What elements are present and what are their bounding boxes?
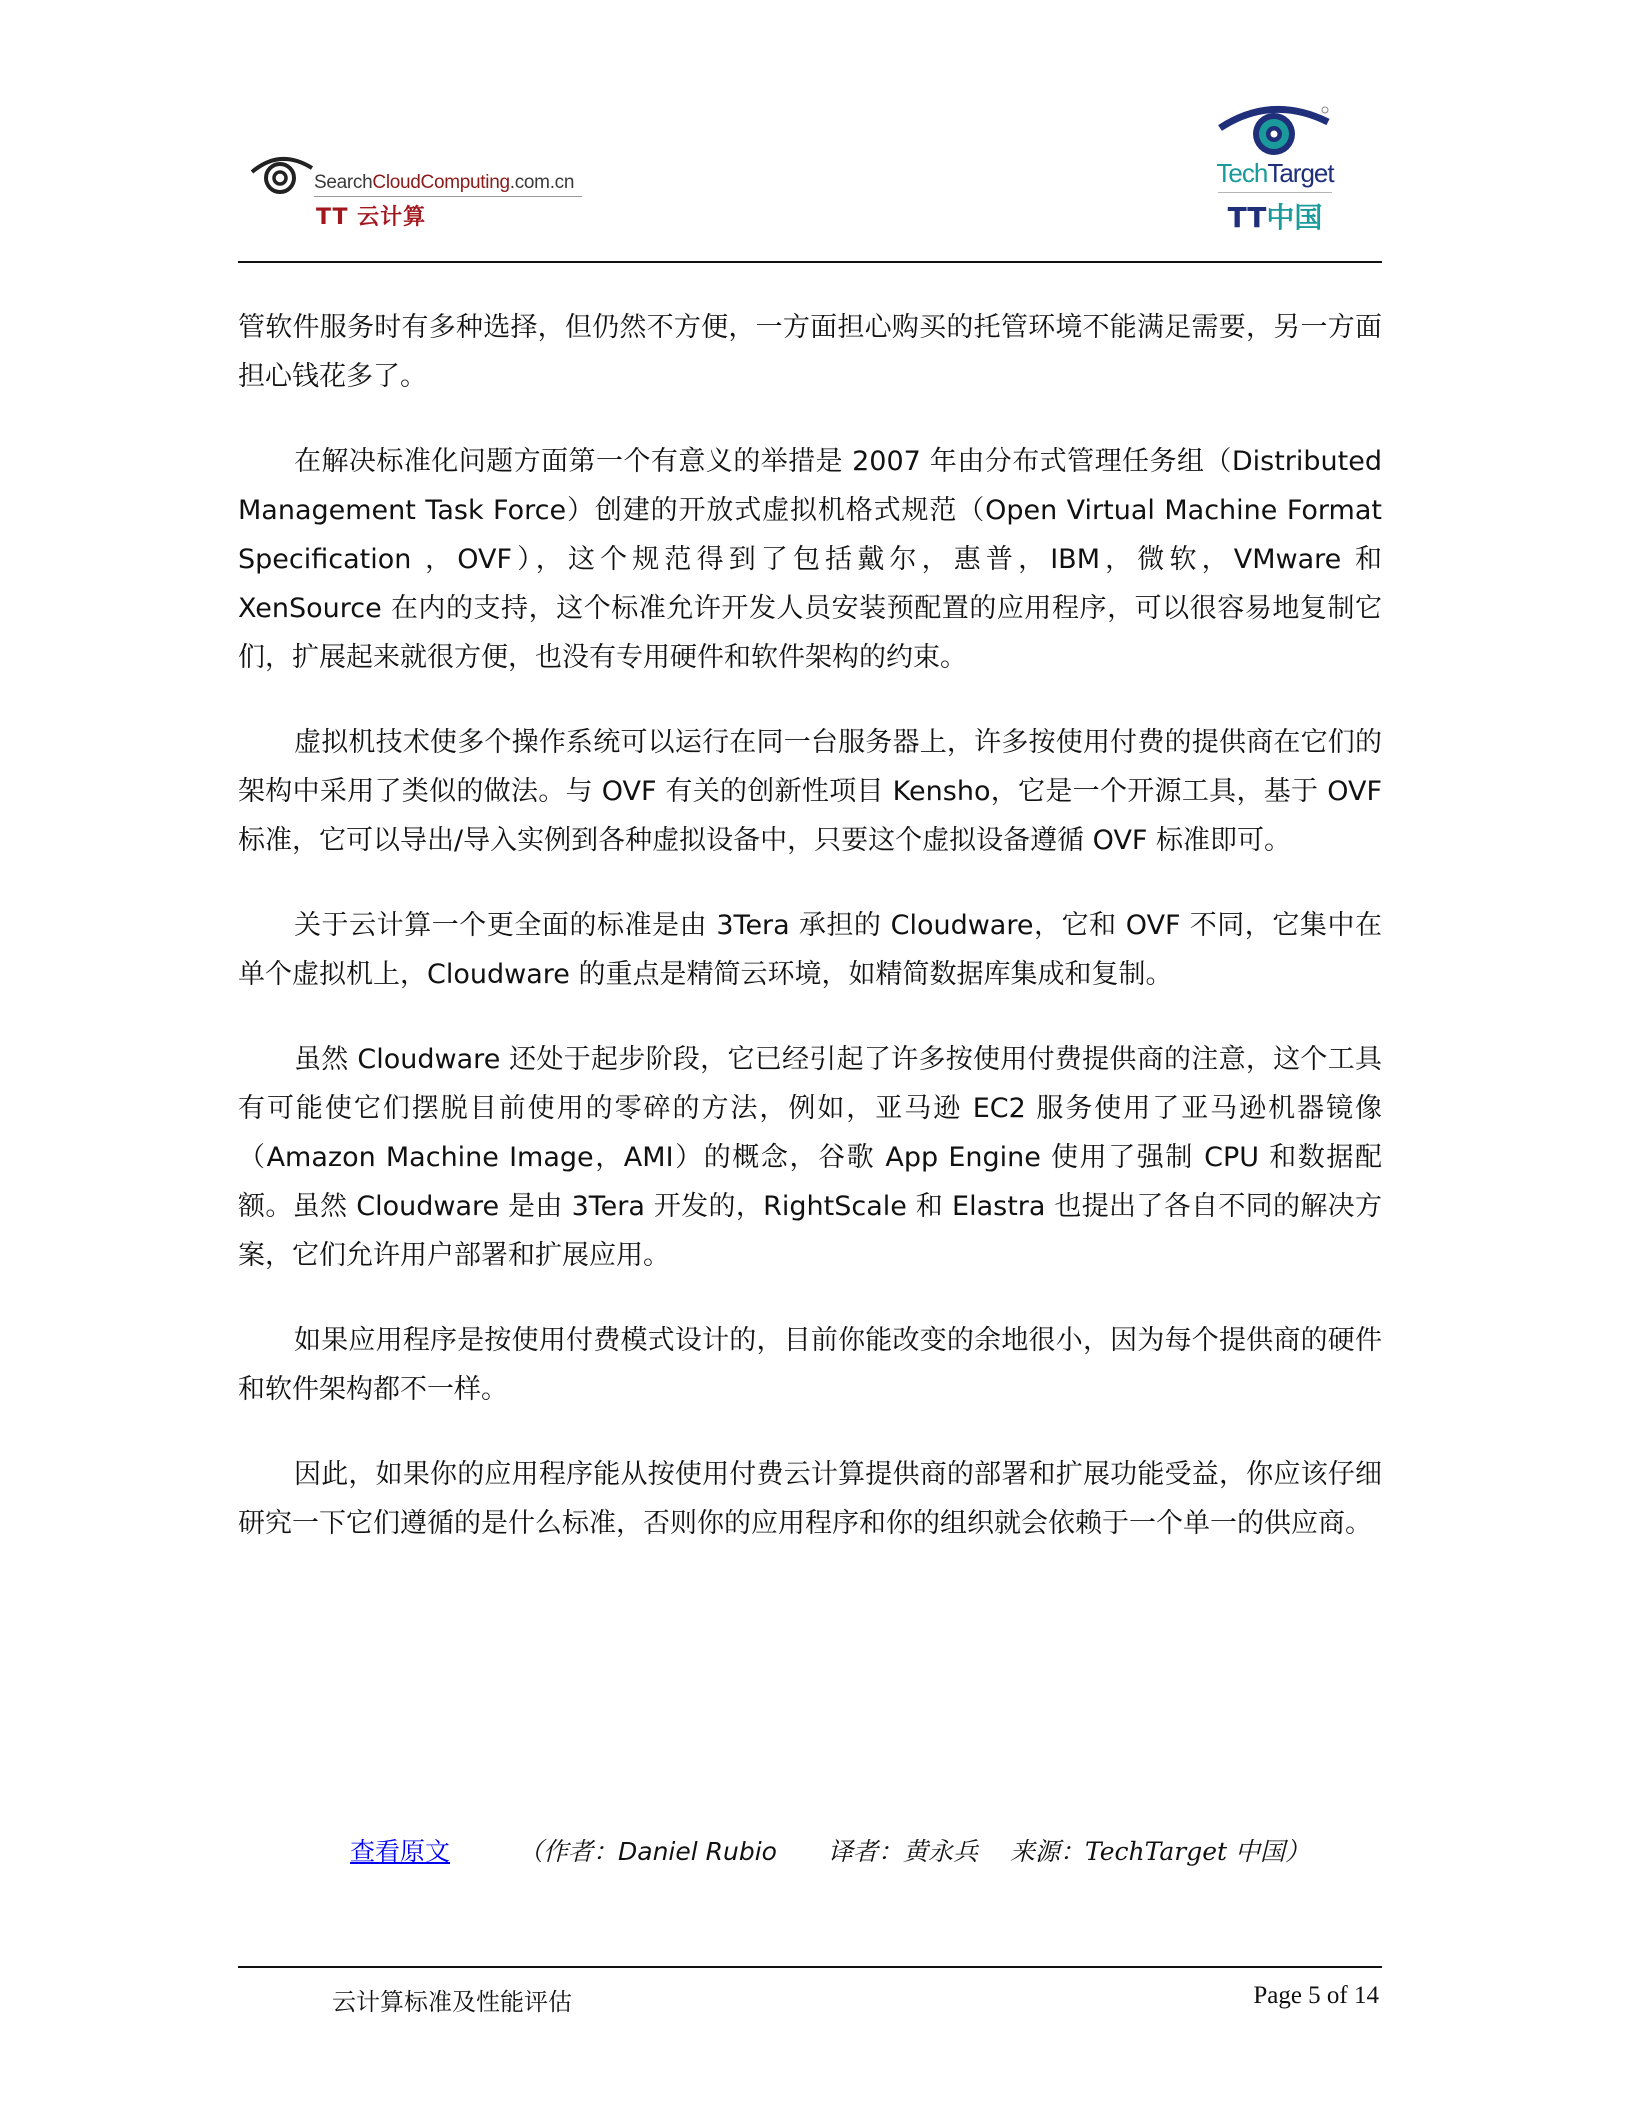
site-name: SearchCloudComputing.com.cn — [314, 172, 575, 193]
header-divider — [238, 261, 1382, 263]
logo-divider — [1218, 192, 1332, 193]
article-body — [238, 303, 1382, 1584]
searchcloudcomputing-logo — [250, 152, 600, 232]
footer-document-title: 云计算标准及性能评估 — [332, 1988, 572, 2016]
logo-divider — [314, 196, 582, 197]
translator: 译者：黄永兵 — [828, 1837, 979, 1866]
paragraph: 在解决标准化问题方面第一个有意义的举措是 2007 年由分布式管理任务组（Distributed Management Task Force）创建的开放式虚拟机格式规范（Open Virtual Machine Format Specification ，OVF），这个规范得到了包括戴尔，惠普，IBM，微软，VMware 和 XenSource 在内的支持，这个标准允许开发人员安装预配置的应用程序，可以很容易地复制它们，扩展起来就很方便，也没有专用硬件和软件架构的约束。 — [238, 446, 1382, 673]
footer-divider — [238, 1966, 1382, 1968]
paragraph: 关于云计算一个更全面的标准是由 3Tera 承担的 Cloudware，它和 OVF 不同，它集中在单个虚拟机上，Cloudware 的重点是精简云环境，如精简数据库集成和复制。 — [238, 910, 1382, 990]
brand-name: TechTarget — [1216, 158, 1334, 188]
author: （作者：Daniel Rubio — [518, 1837, 777, 1866]
logo-subtitle: TT 云计算 — [316, 205, 427, 230]
eye-logo-icon — [1210, 100, 1340, 160]
attribution — [350, 1832, 1350, 1872]
brand-subtitle: TT中国 — [1227, 201, 1323, 234]
paragraph: 管软件服务时有多种选择，但仍然不方便，一方面担心购买的托管环境不能满足需要，另一方面担心钱花多了。 — [238, 312, 1382, 392]
paragraph: 如果应用程序是按使用付费模式设计的，目前你能改变的余地很小，因为每个提供商的硬件和软件架构都不一样。 — [238, 1325, 1382, 1405]
source: 来源：TechTarget 中国） — [1010, 1837, 1311, 1866]
eye-logo-icon — [250, 152, 320, 202]
view-original-link[interactable]: 查看原文 — [350, 1837, 451, 1866]
page-number: Page 5 of 14 — [1253, 1982, 1379, 2009]
paragraph: 虚拟机技术使多个操作系统可以运行在同一台服务器上，许多按使用付费的提供商在它们的架构中采用了类似的做法。与 OVF 有关的创新性项目 Kensho，它是一个开源工具，基于 OVF 标准，它可以导出/导入实例到各种虚拟设备中，只要这个虚拟设备遵循 OVF 标准即可。 — [238, 727, 1382, 856]
paragraph: 虽然 Cloudware 还处于起步阶段，它已经引起了许多按使用付费提供商的注意，这个工具有可能使它们摆脱目前使用的零碎的方法，例如，亚马逊 EC2 服务使用了亚马逊机器镜像（Amazon Machine Image，AMI）的概念，谷歌 App Engine 使用了强制 CPU 和数据配额。虽然 Cloudware 是由 3Tera 开发的，RightScale 和 Elastra 也提出了各自不同的解决方案，它们允许用户部署和扩展应用。 — [238, 1044, 1382, 1271]
paragraph: 因此，如果你的应用程序能从按使用付费云计算提供商的部署和扩展功能受益，你应该仔细研究一下它们遵循的是什么标准，否则你的应用程序和你的组织就会依赖于一个单一的供应商。 — [238, 1459, 1382, 1539]
techtarget-logo — [1210, 100, 1340, 235]
